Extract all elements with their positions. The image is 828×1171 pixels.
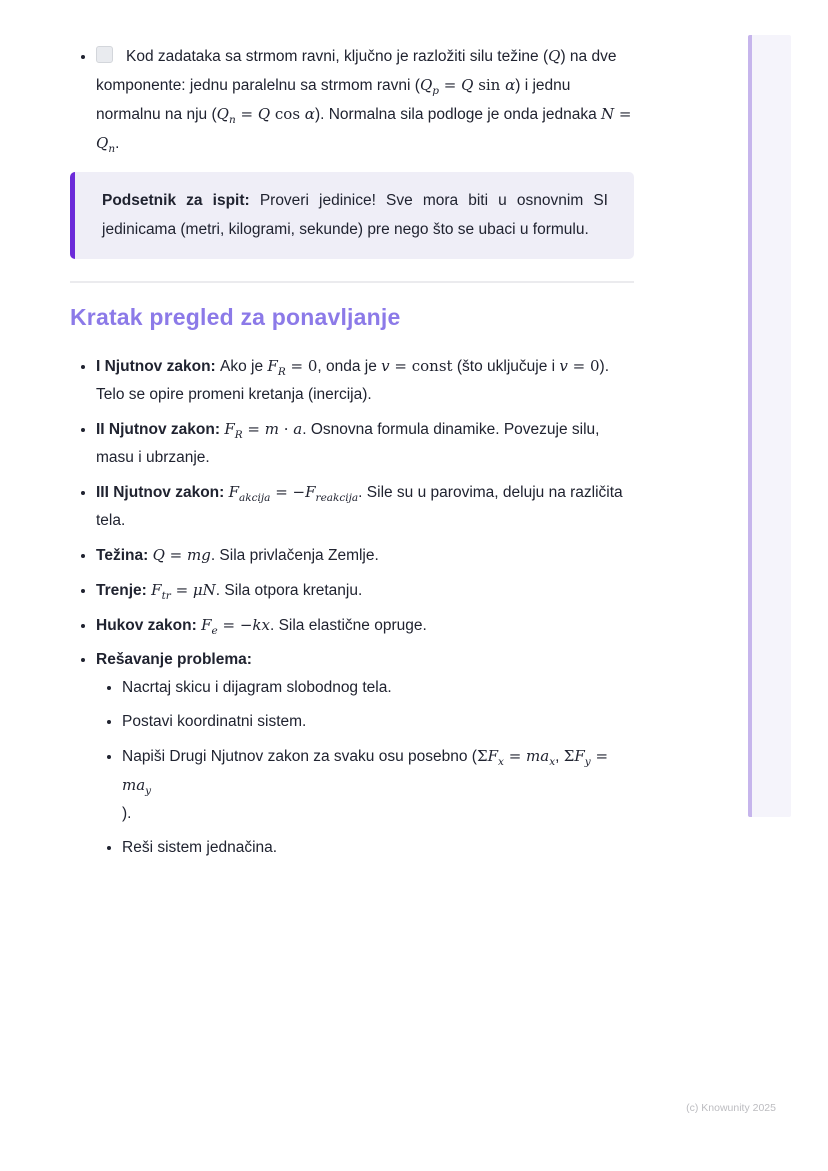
checkbox-icon[interactable]: [96, 46, 113, 63]
step-item-sketch: [122, 674, 634, 702]
section-divider: [70, 281, 634, 283]
checklist-item: [96, 42, 634, 158]
step-item-coordinates: [122, 708, 634, 736]
list-item-text: I Njutnov zakon: Ako je $F_R = 0$, onda je v = const (što uključuje i v = 0). Telo se opire promeni kretanja (inercija).: [96, 357, 610, 403]
list-item-text: II Njutnov zakon: $F_R = m \cdot a$. Osnovna formula dinamike. Povezuje silu, masu i ubrzanje.: [96, 420, 600, 466]
list-item-second-law: [96, 415, 634, 472]
list-item-text: Težina: Q = mg. Sila privlačenja Zemlje.: [96, 546, 379, 564]
step-item-solve: [122, 834, 634, 862]
list-item-text: Rešavanje problema:: [96, 651, 252, 668]
copyright-footer: (c) Knowunity 2025: [686, 1102, 776, 1114]
step-item-axes: [122, 742, 634, 828]
exam-reminder-callout: [70, 172, 634, 259]
list-item-weight: [96, 541, 634, 570]
step-item-text: Nacrtaj skicu i dijagram slobodnog tela.: [122, 679, 392, 696]
review-list: [70, 352, 634, 862]
list-item-text: Hukov zakon: $F_e = -kx$. Sila elastične opruge.: [96, 616, 427, 638]
list-item-first-law: [96, 352, 634, 409]
list-item-friction: [96, 576, 634, 605]
list-item-problem-solving: [96, 646, 634, 862]
checklist: [70, 42, 634, 158]
step-item-text: Postavi koordinatni sistem.: [122, 713, 307, 730]
callout-text: Podsetnik za ispit: Proveri jedinice! Sve mora biti u osnovnim SI jedinicama (metri, kilogrami, sekunde) pre nego što se ubaci u formulu.: [102, 192, 608, 238]
problem-steps-list: [96, 674, 634, 862]
list-item-text: Trenje: $F_{tr} = \mu N$. Sila otpora kretanju.: [96, 581, 363, 603]
section-heading: Kratak pregled za ponavljanje: [70, 304, 401, 330]
content-column: [70, 30, 634, 868]
checklist-item-text: Kod zadataka sa strmom ravni, ključno je razložiti silu težine (Q) na dve komponente: jednu paralelnu sa strmom ravni ($Q_p = Q$ sin α) i jednu normalnu na nju ($Q_n = Q$ cos α). Normalna sila podloge je onda jednaka $N = Q_n$.: [96, 47, 632, 156]
step-item-text: Napiši Drugi Njutnov zakon za svaku osu posebno ($\Sigma F_x = ma_x$, $\Sigma F_y = ma_y$ ).: [122, 747, 609, 822]
step-item-text: Reši sistem jednačina.: [122, 839, 278, 856]
next-page-preview-strip: [748, 35, 791, 817]
list-item-text: III Njutnov zakon: $F_{akcija} = -F_{reakcija}$. Sile su u parovima, deluju na različita tela.: [96, 483, 623, 529]
list-item-hooke: [96, 611, 634, 640]
list-item-third-law: [96, 478, 634, 535]
